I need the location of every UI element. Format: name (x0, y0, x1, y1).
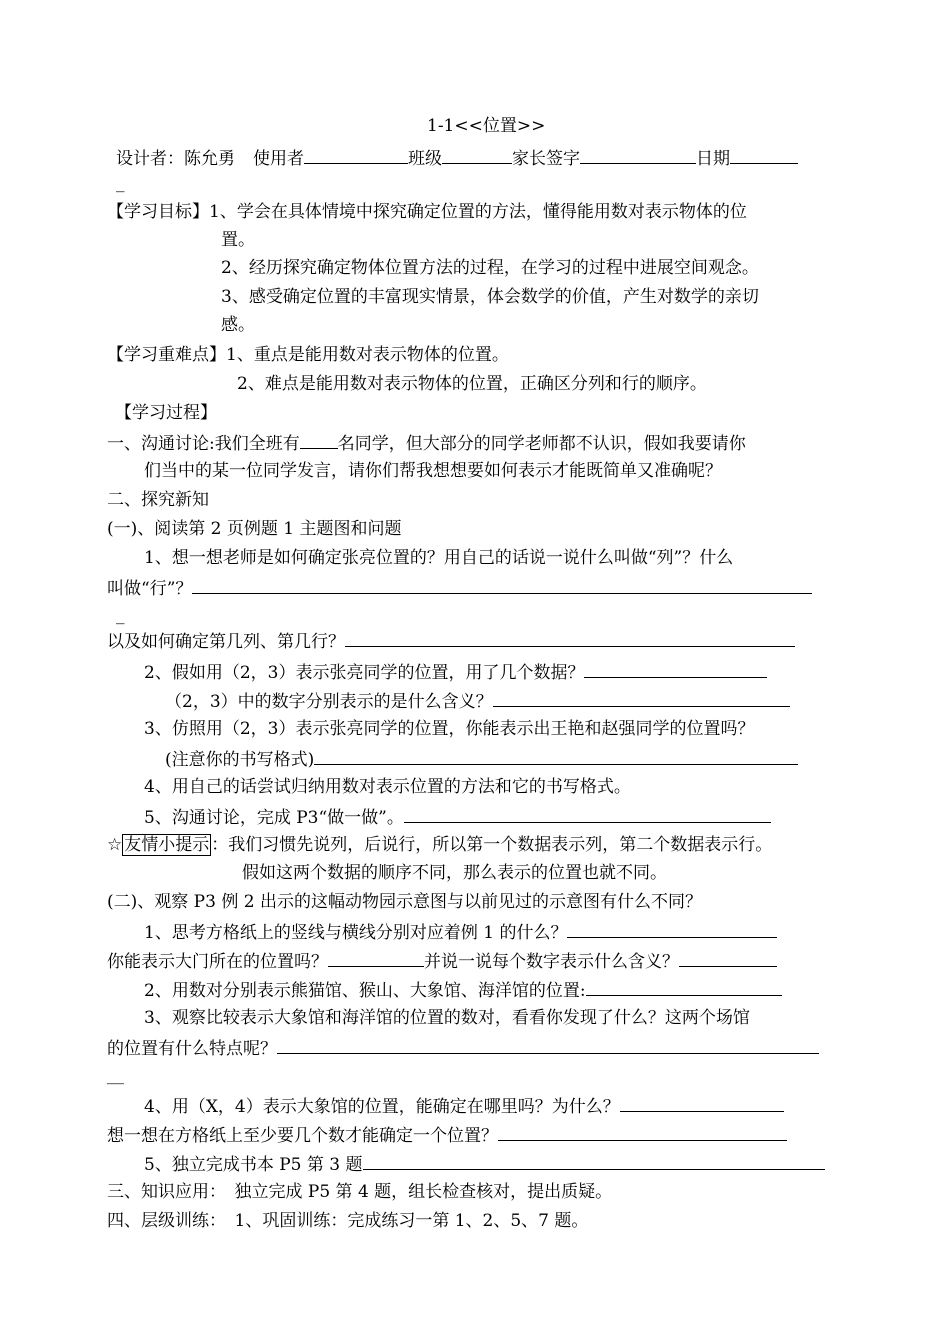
r2-text: 2、用数对分别表示熊猫馆、猴山、大象馆、海洋馆的位置: (144, 981, 586, 1001)
r1-line-2 (107, 949, 777, 973)
objective-2: 2、经历探究确定物体位置方法的过程，在学习的过程中进展空间观念。 (221, 258, 759, 278)
keypoints-line-1 (107, 344, 509, 366)
gate-position-blank[interactable] (328, 949, 424, 967)
keypoint-2: 2、难点是能用数对表示物体的位置，正确区分列和行的顺序。 (237, 374, 707, 394)
header-trail: _ (116, 173, 125, 193)
r3-line-1: 3、观察比较表示大象馆和海洋馆的位置的数对，看看你发现了什么？这两个场馆 (144, 1008, 750, 1028)
q3-text-2: (注意你的书写格式) (165, 750, 315, 770)
user-blank[interactable] (304, 146, 408, 164)
r5-text: 5、独立完成书本 P5 第 3 题 (144, 1155, 363, 1175)
r1-answer-blank[interactable] (567, 920, 777, 938)
q1-line-3 (107, 629, 795, 653)
r2-answer-blank[interactable] (586, 978, 782, 996)
q5-answer-blank[interactable] (404, 805, 771, 823)
q3-line-1: 3、仿照用（2，3）表示张亮同学的位置，你能表示出王艳和赵强同学的位置吗？ (144, 719, 755, 739)
r2 (144, 978, 782, 1002)
section-1-text-b: 名同学，但大部分的同学老师都不认识，假如我要请你 (337, 434, 746, 454)
r5-answer-blank[interactable] (363, 1152, 825, 1170)
page-title: 1-1<<位置>> (427, 116, 546, 136)
star-icon: ☆ (107, 835, 123, 855)
q4: 4、用自己的话尝试归纳用数对表示位置的方法和它的书写格式。 (144, 777, 631, 797)
r3-text-2: 的位置有什么特点呢？ (107, 1039, 277, 1059)
class-size-blank[interactable] (300, 431, 338, 449)
date-label: 日期 (696, 149, 730, 169)
tip-line-2: 假如这两个数据的顺序不同，那么表示的位置也就不同。 (242, 863, 667, 883)
user-label: 使用者 (253, 149, 304, 169)
class-label: 班级 (408, 149, 442, 169)
section-3: 三、知识应用： 独立完成 P5 第 4 题，组长检查核对，提出质疑。 (107, 1182, 613, 1202)
q1-line-1: 1、想一想老师是如何确定张亮位置的？用自己的话说一说什么叫做“列”？什么 (144, 548, 734, 568)
q5-text: 5、沟通讨论，完成 P3“做一做”。 (144, 808, 404, 828)
part-1-title: (一)、阅读第 2 页例题 1 主题图和问题 (107, 519, 402, 539)
tip-label: 友情小提示 (124, 835, 210, 855)
r3-trail: __ (107, 1065, 124, 1085)
r1-text-3: 并说一说每个数字表示什么含义？ (424, 952, 679, 972)
q2-answer-blank[interactable] (584, 660, 767, 678)
r3-answer-blank[interactable] (277, 1036, 819, 1054)
objective-3: 3、感受确定位置的丰富现实情景，体会数学的价值，产生对数学的亲切 (221, 287, 759, 307)
r4-text: 4、用（X，4）表示大象馆的位置，能确定在哪里吗？为什么？ (144, 1097, 620, 1117)
r4-answer-blank[interactable] (620, 1094, 784, 1112)
parent-sign-blank[interactable] (580, 146, 696, 164)
q5 (144, 805, 771, 829)
class-blank[interactable] (442, 146, 512, 164)
r4-answer-blank-2[interactable] (498, 1123, 787, 1141)
q3-answer-blank[interactable] (314, 747, 798, 765)
q1-answer-blank-2[interactable] (345, 629, 795, 647)
tip-text: ：我们习惯先说列，后说行，所以第一个数据表示列，第二个数据表示行。 (211, 835, 773, 855)
q1-line-2 (107, 576, 812, 600)
r3-line-2 (107, 1036, 819, 1060)
parent-sign-label: 家长签字 (512, 149, 580, 169)
q2-answer-blank-2[interactable] (493, 689, 790, 707)
r4-line-1 (144, 1094, 784, 1118)
r5 (144, 1152, 825, 1176)
objectives-label: 【学习目标】 (107, 202, 209, 222)
q2-line-2 (165, 689, 790, 713)
date-blank[interactable] (730, 146, 798, 164)
section-1-line-2: 们当中的某一位同学发言，请你们帮我想想要如何表示才能既简单又准确呢？ (144, 461, 722, 481)
q3-line-2 (165, 747, 798, 771)
q1-text-2: 以及如何确定第几列、第几行？ (107, 632, 345, 652)
header-line (116, 146, 798, 170)
section-4: 四、层级训练： 1、巩固训练：完成练习一第 1、2、5、7 题。 (107, 1211, 589, 1231)
r1-meaning-blank[interactable] (679, 949, 777, 967)
part-2-title: (二)、观察 P3 例 2 出示的这幅动物园示意图与以前见过的示意图有什么不同？ (107, 892, 702, 912)
tip-line-1 (107, 834, 772, 856)
section-2-title: 二、探究新知 (107, 490, 209, 510)
section-1-text-a: 一、沟通讨论:我们全班有 (107, 434, 300, 454)
designer: 设计者：陈允勇 (116, 149, 235, 169)
r4-line-2 (107, 1123, 787, 1147)
process-label: 【学习过程】 (115, 403, 217, 423)
section-1-line-1 (107, 431, 746, 455)
q1-answer-blank[interactable] (192, 576, 812, 594)
q2-line-1 (144, 660, 767, 684)
objective-3-cont: 感。 (221, 315, 255, 335)
objectives-line-1 (107, 201, 747, 223)
r1-text: 1、思考方格纸上的竖线与横线分别对应着例 1 的什么？ (144, 923, 568, 943)
objective-1: 1、学会在具体情境中探究确定位置的方法，懂得能用数对表示物体的位 (209, 202, 747, 222)
r1-text-2: 你能表示大门所在的位置吗？ (107, 952, 328, 972)
objective-1-cont: 置。 (221, 230, 255, 250)
q2-text: 2、假如用（2，3）表示张亮同学的位置，用了几个数据？ (144, 663, 585, 683)
r4-text-2: 想一想在方格纸上至少要几个数才能确定一个位置？ (107, 1126, 498, 1146)
q1-trail: _ (116, 605, 125, 625)
q1-text: 叫做“行”？ (107, 579, 193, 599)
r1-line-1 (144, 920, 777, 944)
keypoint-1: 1、重点是能用数对表示物体的位置。 (226, 345, 509, 365)
q2-text-2: （2，3）中的数字分别表示的是什么含义？ (165, 692, 493, 712)
keypoints-label: 【学习重难点】 (107, 345, 226, 365)
